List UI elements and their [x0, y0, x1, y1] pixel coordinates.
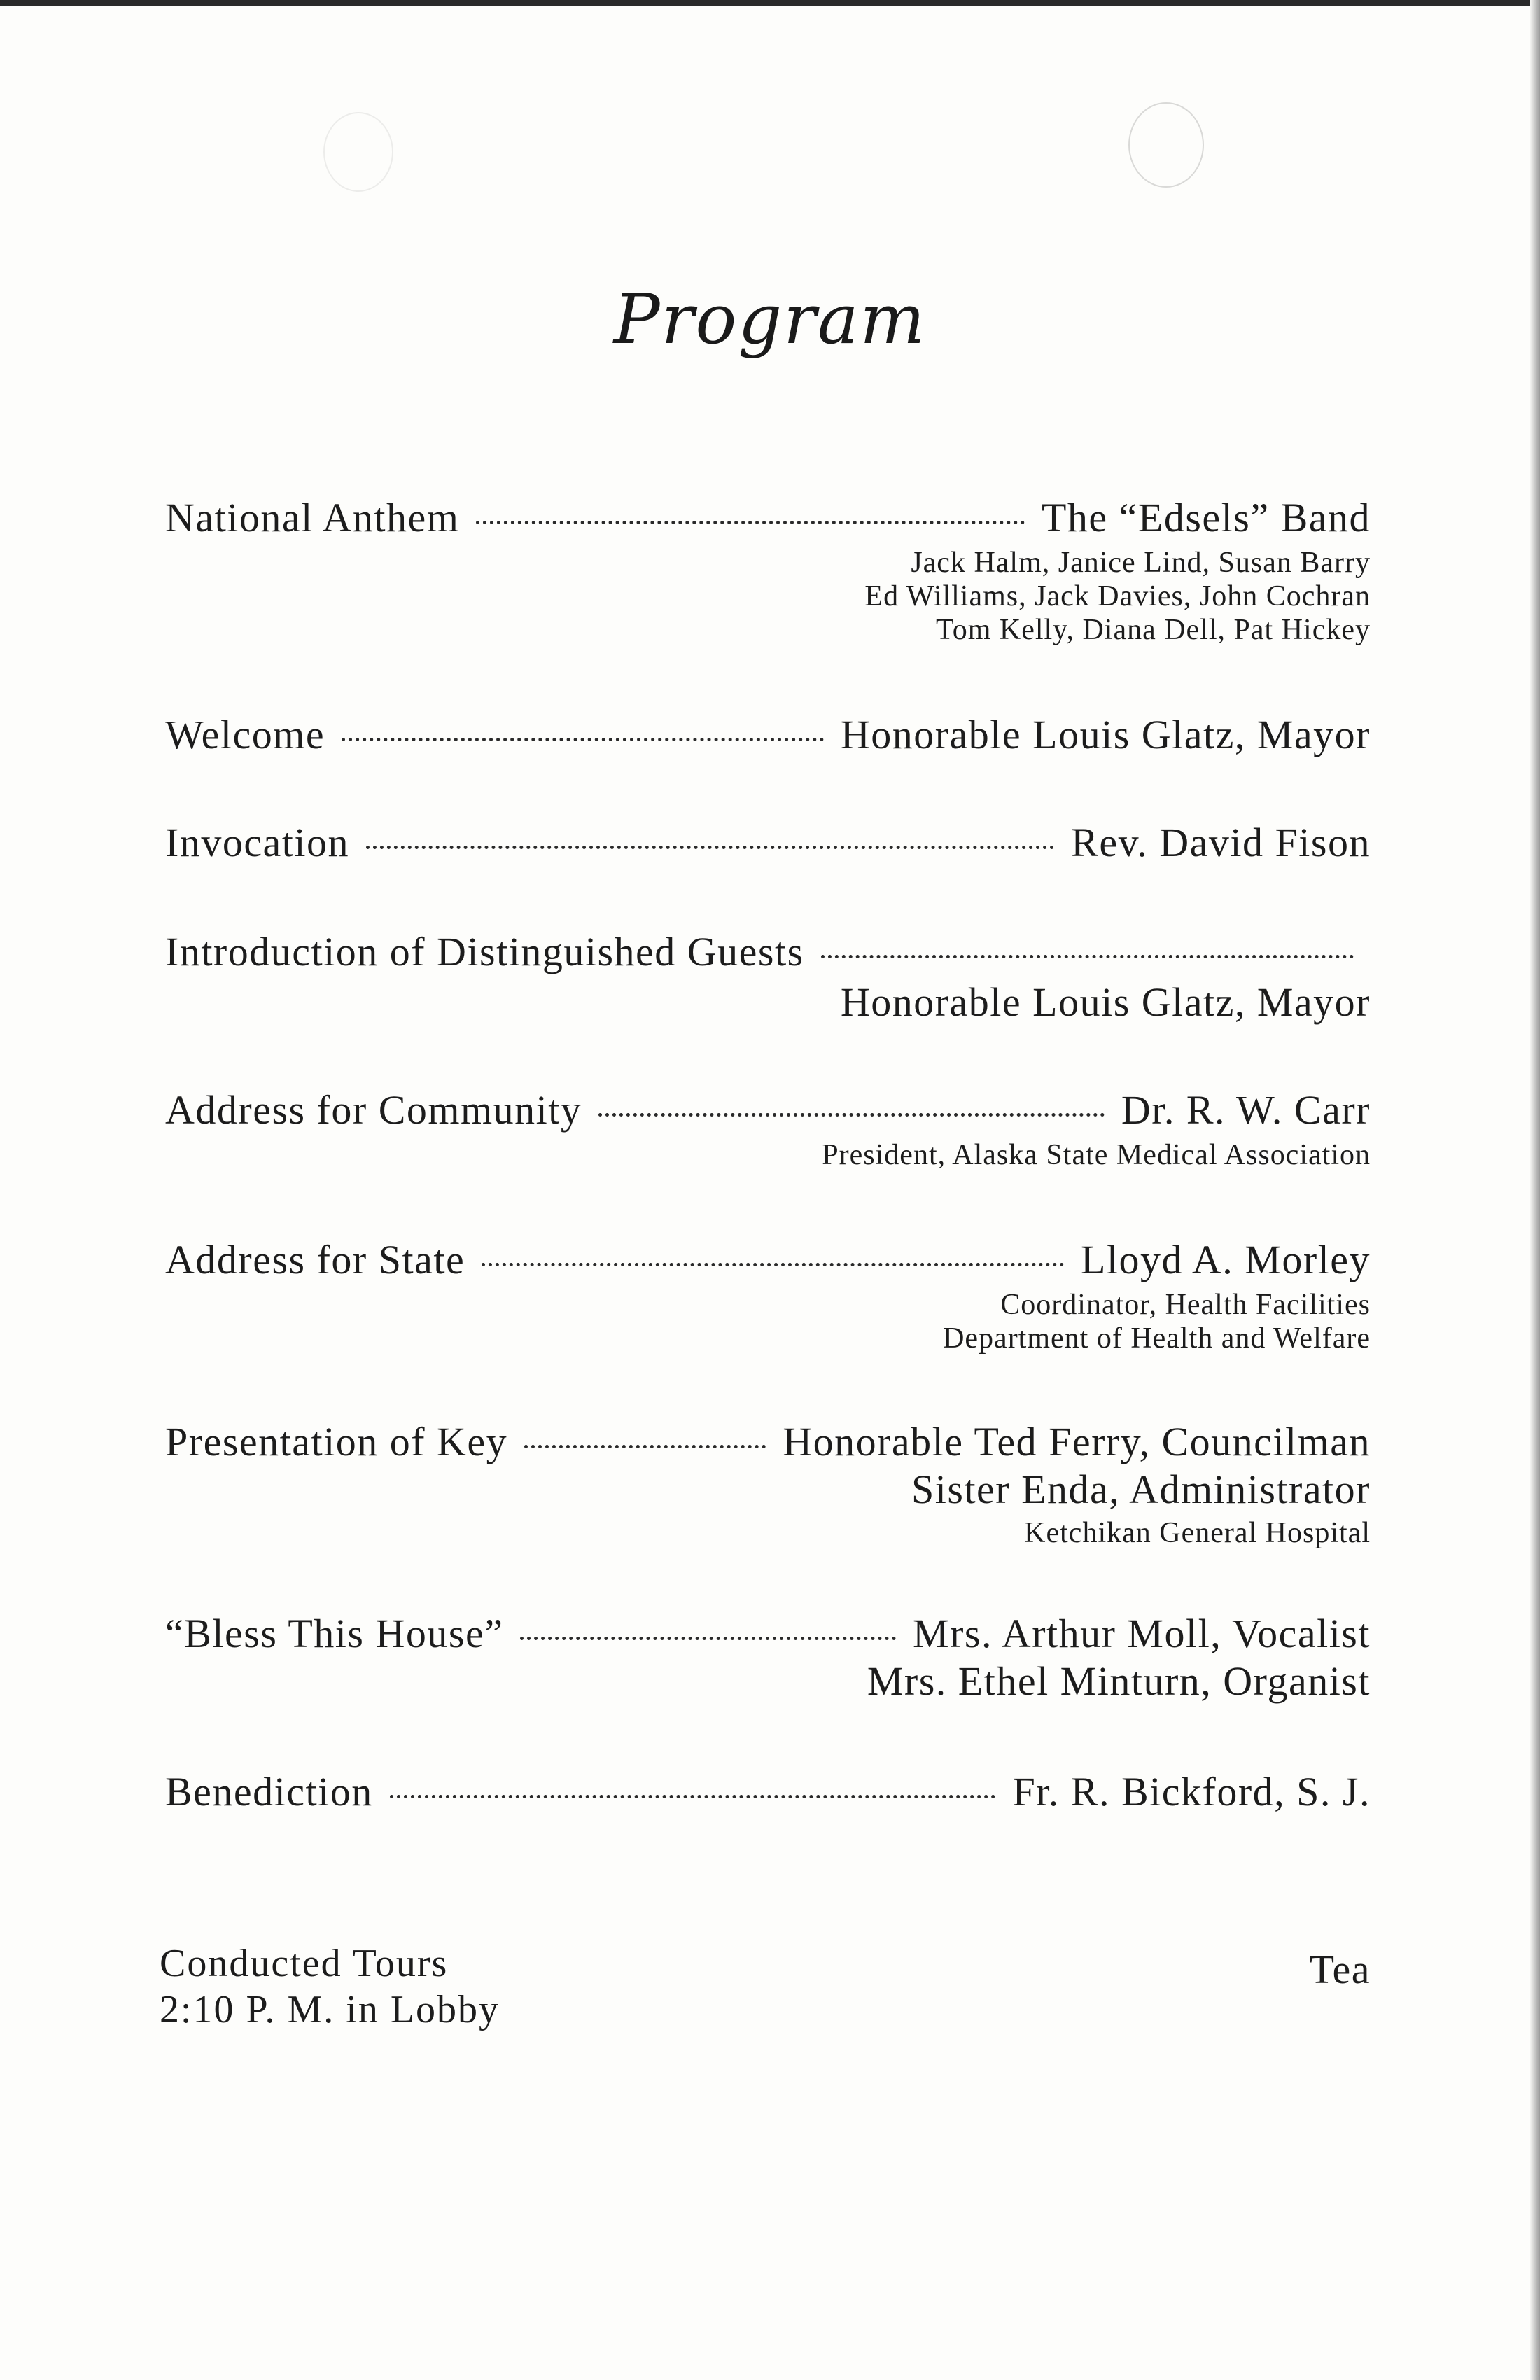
item-performer: Honorable Louis Glatz, Mayor: [840, 712, 1371, 757]
item-details: [1024, 1516, 1371, 1550]
dot-leader: [390, 1795, 996, 1798]
item-national-anthem: [165, 494, 1371, 541]
dot-leader: [482, 1263, 1064, 1266]
item-label: “Bless This House”: [165, 1611, 504, 1656]
tea-note: Tea: [1309, 1947, 1371, 1992]
detail-line: Coordinator, Health Facilities: [1000, 1289, 1371, 1321]
detail-line: Department of Health and Welfare: [943, 1322, 1371, 1354]
dot-leader: [598, 1113, 1105, 1116]
dot-leader: [366, 846, 1054, 849]
item-performer: Dr. R. W. Carr: [1121, 1087, 1371, 1133]
item-label: Presentation of Key: [165, 1419, 508, 1464]
item-performer: Fr. R. Bickford, S. J.: [1012, 1769, 1371, 1814]
detail-line: Ketchikan General Hospital: [1024, 1517, 1371, 1549]
dot-leader: [821, 955, 1354, 958]
item-address-state: [165, 1236, 1371, 1283]
item-label: Address for Community: [165, 1087, 582, 1133]
program-title: Program: [613, 280, 927, 360]
item-label: Benediction: [165, 1769, 373, 1814]
item-performer: Mrs. Arthur Moll, Vocalist: [913, 1611, 1371, 1656]
item-performer: Lloyd A. Morley: [1081, 1237, 1371, 1282]
item-performer-2: Sister Enda, Administrator: [911, 1466, 1371, 1512]
tours-note: [160, 1940, 500, 2033]
item-benediction: [165, 1768, 1371, 1815]
item-performer: Honorable Ted Ferry, Councilman: [783, 1419, 1371, 1464]
item-performer: The “Edsels” Band: [1041, 495, 1371, 540]
page-top-edge: [0, 0, 1540, 6]
detail-line: Tom Kelly, Diana Dell, Pat Hickey: [935, 614, 1371, 646]
item-presentation-key: [165, 1418, 1371, 1465]
item-label: Introduction of Distinguished Guests: [165, 929, 804, 974]
tours-time-line: 2:10 P. M. in Lobby: [160, 1988, 500, 2031]
item-details: [822, 1138, 1371, 1172]
item-invocation: [165, 819, 1371, 866]
punch-hole-left: [323, 112, 393, 192]
detail-line: Ed Williams, Jack Davies, John Cochran: [864, 580, 1371, 612]
detail-line: President, Alaska State Medical Association: [822, 1139, 1371, 1171]
dot-leader: [520, 1637, 896, 1640]
item-label: Welcome: [165, 712, 326, 757]
item-bless-this-house: [165, 1610, 1371, 1657]
detail-line: Jack Halm, Janice Lind, Susan Barry: [911, 547, 1371, 579]
item-details: [943, 1288, 1371, 1355]
item-performer: Honorable Louis Glatz, Mayor: [840, 979, 1371, 1025]
item-welcome: [165, 711, 1371, 758]
item-label: Invocation: [165, 820, 350, 865]
item-performer-2: Mrs. Ethel Minturn, Organist: [867, 1658, 1371, 1704]
tours-line: Conducted Tours: [160, 1942, 449, 1985]
dot-leader: [476, 521, 1025, 524]
dot-leader: [524, 1445, 766, 1448]
punch-hole-right: [1128, 102, 1204, 188]
item-details: [864, 546, 1371, 647]
item-label: National Anthem: [165, 495, 460, 540]
item-address-community: [165, 1086, 1371, 1133]
item-label: Address for State: [165, 1237, 465, 1282]
item-introduction: [165, 928, 1371, 975]
item-performer: Rev. David Fison: [1071, 820, 1371, 865]
dot-leader: [342, 738, 824, 741]
